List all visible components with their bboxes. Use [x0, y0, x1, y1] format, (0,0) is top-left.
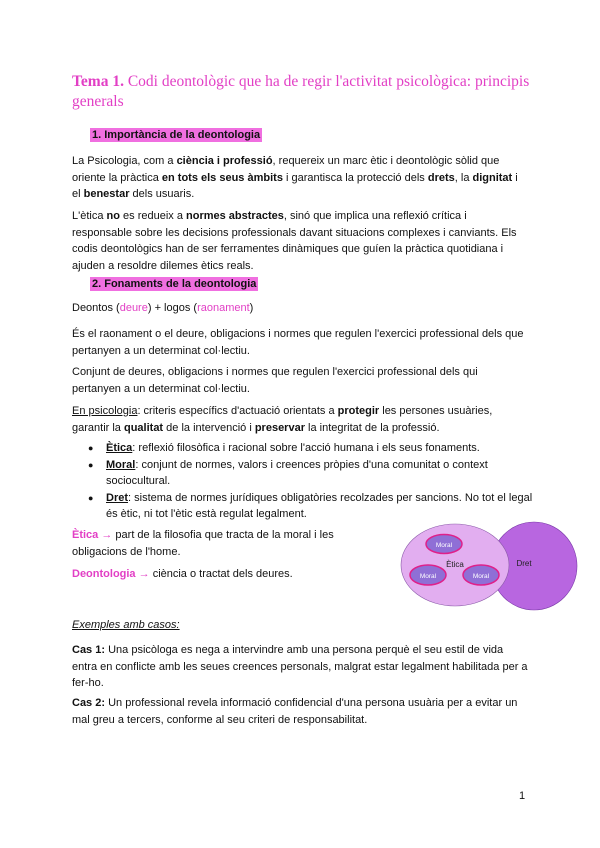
page-title: [72, 72, 532, 112]
section-heading-2: [90, 278, 258, 290]
paragraph-definition-1: És el raonament o el deure, obligacions i normes que regulen l'exercici professional dels que pertanyen a un determinat col·lectiu.: [72, 328, 524, 357]
moral-label-right: Moral: [472, 573, 490, 580]
list-item: ● Ètica: reflexió filosòfica i racional sobre l'acció humana i els seus fonaments.: [106, 440, 536, 456]
paragraph-2: L'ètica no es redueix a normes abstractes, sinó que implica una reflexió crítica i responsable sobre les decisions professionals davant situacions complexes i canviants. Els codis deontològics han de ser ferramentes dinàmiques que guíen la pràctica quotidiana i ajuden a resoldre dilemes ètics reals.: [72, 210, 517, 272]
moral-label-left: Moral: [419, 573, 437, 580]
paragraph-psychology: En psicologia: criteris específics d'actuació orientats a protegir les persones usuàries, garantir la qualitat de la intervenció i preservar la integritat de la professió.: [72, 405, 493, 434]
examples-heading: Exemples amb casos:: [72, 619, 180, 631]
list-item: ● Moral: conjunt de normes, valors i creences pròpies d'una comunitat o context sociocultural.: [106, 457, 536, 489]
dret-label: Dret: [516, 559, 532, 568]
section-2-label: 2. Fonaments de la deontologia: [92, 278, 257, 290]
paragraph-etymology: Deontos (deure) + logos (raonament): [72, 302, 254, 314]
etica-label: Ètica: [446, 560, 464, 569]
case-2: Cas 2: Un professional revela informació confidencial d'una persona usuària per a evitar un mal greu a tercers, conforme al seu criteri de responsabilitat.: [72, 697, 518, 726]
ethics-venn-diagram: [396, 520, 582, 612]
page-number: 1: [519, 790, 526, 802]
title-bold: Tema 1.: [72, 73, 124, 90]
definition-deontologia: Deontologia → ciència o tractat dels deures.: [72, 568, 293, 580]
concept-list: [88, 440, 536, 523]
definition-etica: Ètica → part de la filosofia que tracta de la moral i les obligacions de l'home.: [72, 529, 334, 558]
case-1: Cas 1: Una psicòloga es nega a intervindre amb una persona perquè el seu estil de vida entra en conflicte amb les seues creences personals, malgrat estar legalment habilitada per a fer-ho.: [72, 644, 528, 689]
section-heading-1: [90, 129, 262, 141]
section-1-label: 1. Importància de la deontologia: [92, 129, 261, 141]
paragraph-1: La Psicologia, com a ciència i professió, requereix un marc ètic i deontològic sòlid que oriente la pràctica en tots els seus àmbits i garantisca la protecció dels drets, la dignitat i el benestar dels usuaris.: [72, 155, 518, 200]
list-item: ● Dret: sistema de normes jurídiques obligatòries recolzades per sancions. No tot el legal és ètic, ni tot l'ètic està regulat legalment.: [106, 490, 536, 522]
title-rest: Codi deontològic que ha de regir l'activitat psicològica: principis generals: [72, 73, 530, 110]
paragraph-definition-2: Conjunt de deures, obligacions i normes que regulen l'exercici professional dels qui pertanyen a un determinat col·lectiu.: [72, 366, 478, 395]
moral-label-top: Moral: [435, 542, 453, 549]
